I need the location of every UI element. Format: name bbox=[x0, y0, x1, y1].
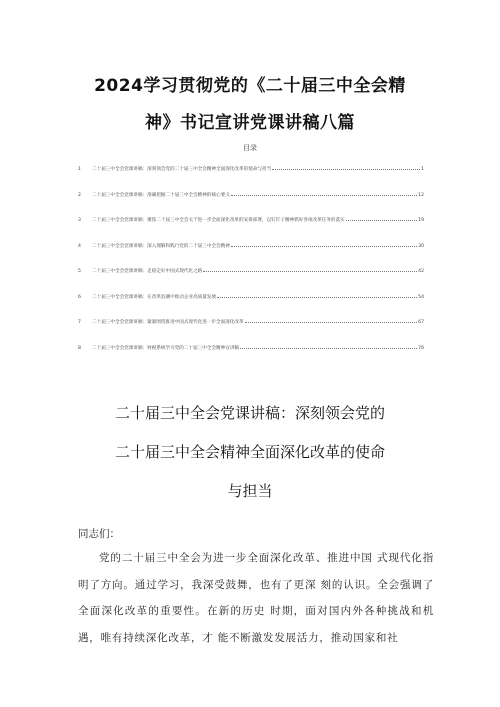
toc-entry[interactable] bbox=[78, 192, 424, 218]
greeting: 同志们： bbox=[78, 528, 120, 540]
toc-entry-title: 二十届三中全会党课讲稿：在改革浪潮中推动企业高质量发展 bbox=[92, 294, 217, 300]
toc-entry[interactable] bbox=[78, 243, 424, 269]
toc-dot-leader bbox=[272, 166, 420, 170]
section-title-line-2: 二十届三中全会精神全面深化改革的使命 bbox=[114, 443, 385, 461]
toc-entry-number: 4 bbox=[78, 243, 81, 249]
toc-entry-number: 5 bbox=[78, 269, 81, 274]
toc-entry-number: 3 bbox=[78, 218, 81, 223]
toc-entry-title: 二十届三中全会党课讲稿：财税系统学习党的二十届三中全会精神宣讲稿 bbox=[92, 345, 240, 351]
section-title-line-3: 与担当 bbox=[227, 482, 273, 500]
toc-entry-page: 30 bbox=[418, 243, 424, 249]
toc-entry-title: 二十届三中全会党课讲稿：准确把握二十届三中全会精神的核心要义 bbox=[92, 192, 230, 198]
toc-entry-title: 二十届三中全会党课讲稿：深刻领会党的二十届三中全会精神全面深化改革的使命与担当 bbox=[92, 167, 272, 172]
toc-dot-leader bbox=[231, 243, 417, 247]
toc-dot-leader bbox=[346, 217, 417, 221]
toc-entry-page: 42 bbox=[418, 269, 424, 274]
toc-entry[interactable] bbox=[78, 294, 424, 320]
toc-entry[interactable] bbox=[78, 217, 424, 243]
body-paragraph: 党的二十届三中全会为进一步全面深化改革、推进中国 式现代化指明了方向。通过学习，我深受鼓舞，也有了更深 刻的认识。全会强调了全面深化改革的重要性。在新的历史 时期，面对国内外各种挑战和机遇，唯有持续深化改革，才 能不断激发发展活力，推动国家和社 bbox=[78, 552, 434, 644]
toc-entry-title: 二十届三中全会党课讲稿：走稳走好中国式现代化之路 bbox=[92, 269, 203, 274]
toc-entry-number: 1 bbox=[78, 167, 81, 172]
document-title-line-1: 2024学习贯彻党的《二十届三中全会精 bbox=[94, 76, 406, 96]
toc-entry-page: 12 bbox=[418, 192, 424, 198]
toc-entry-page: 76 bbox=[418, 345, 424, 351]
toc-entry-page: 54 bbox=[418, 294, 424, 300]
toc-entry-number: 2 bbox=[78, 192, 81, 198]
toc-entry-title: 二十届三中全会党课讲稿：深入理解和践行党的二十届三中全会精神 bbox=[92, 243, 230, 249]
toc-entry-title: 二十届三中全会党课讲稿：紧紧围绕推进中国式现代化进一步全面深化改革 bbox=[92, 320, 244, 325]
toc-entry-number: 8 bbox=[78, 345, 81, 351]
toc-entry-title: 二十届三中全会党课讲稿：聚焦二十届三中全会关于进一步全面深化改革的安排部署，以钉钉子精神抓好各项改革任务的落实 bbox=[92, 218, 345, 223]
toc-entry[interactable] bbox=[78, 166, 424, 192]
toc-dot-leader bbox=[231, 192, 417, 196]
toc-dot-leader bbox=[203, 268, 417, 272]
toc-entry-page: 67 bbox=[418, 320, 424, 325]
section-title-line-1: 二十届三中全会党课讲稿：深刻领会党的 bbox=[114, 404, 385, 422]
toc-heading: 目录 bbox=[243, 144, 257, 152]
toc-entry[interactable] bbox=[78, 268, 424, 294]
toc-entry[interactable] bbox=[78, 319, 424, 345]
document-title-line-2: 神》书记宣讲党课讲稿八篇 bbox=[145, 113, 355, 133]
toc-dot-leader bbox=[217, 294, 417, 298]
toc-entry-number: 7 bbox=[78, 320, 81, 325]
table-of-contents bbox=[78, 166, 424, 370]
toc-entry[interactable] bbox=[78, 345, 424, 371]
toc-dot-leader bbox=[240, 345, 417, 349]
toc-entry-page: 19 bbox=[418, 218, 424, 223]
toc-entry-number: 6 bbox=[78, 294, 81, 300]
toc-dot-leader bbox=[245, 319, 418, 323]
toc-entry-page: 1 bbox=[421, 167, 424, 172]
